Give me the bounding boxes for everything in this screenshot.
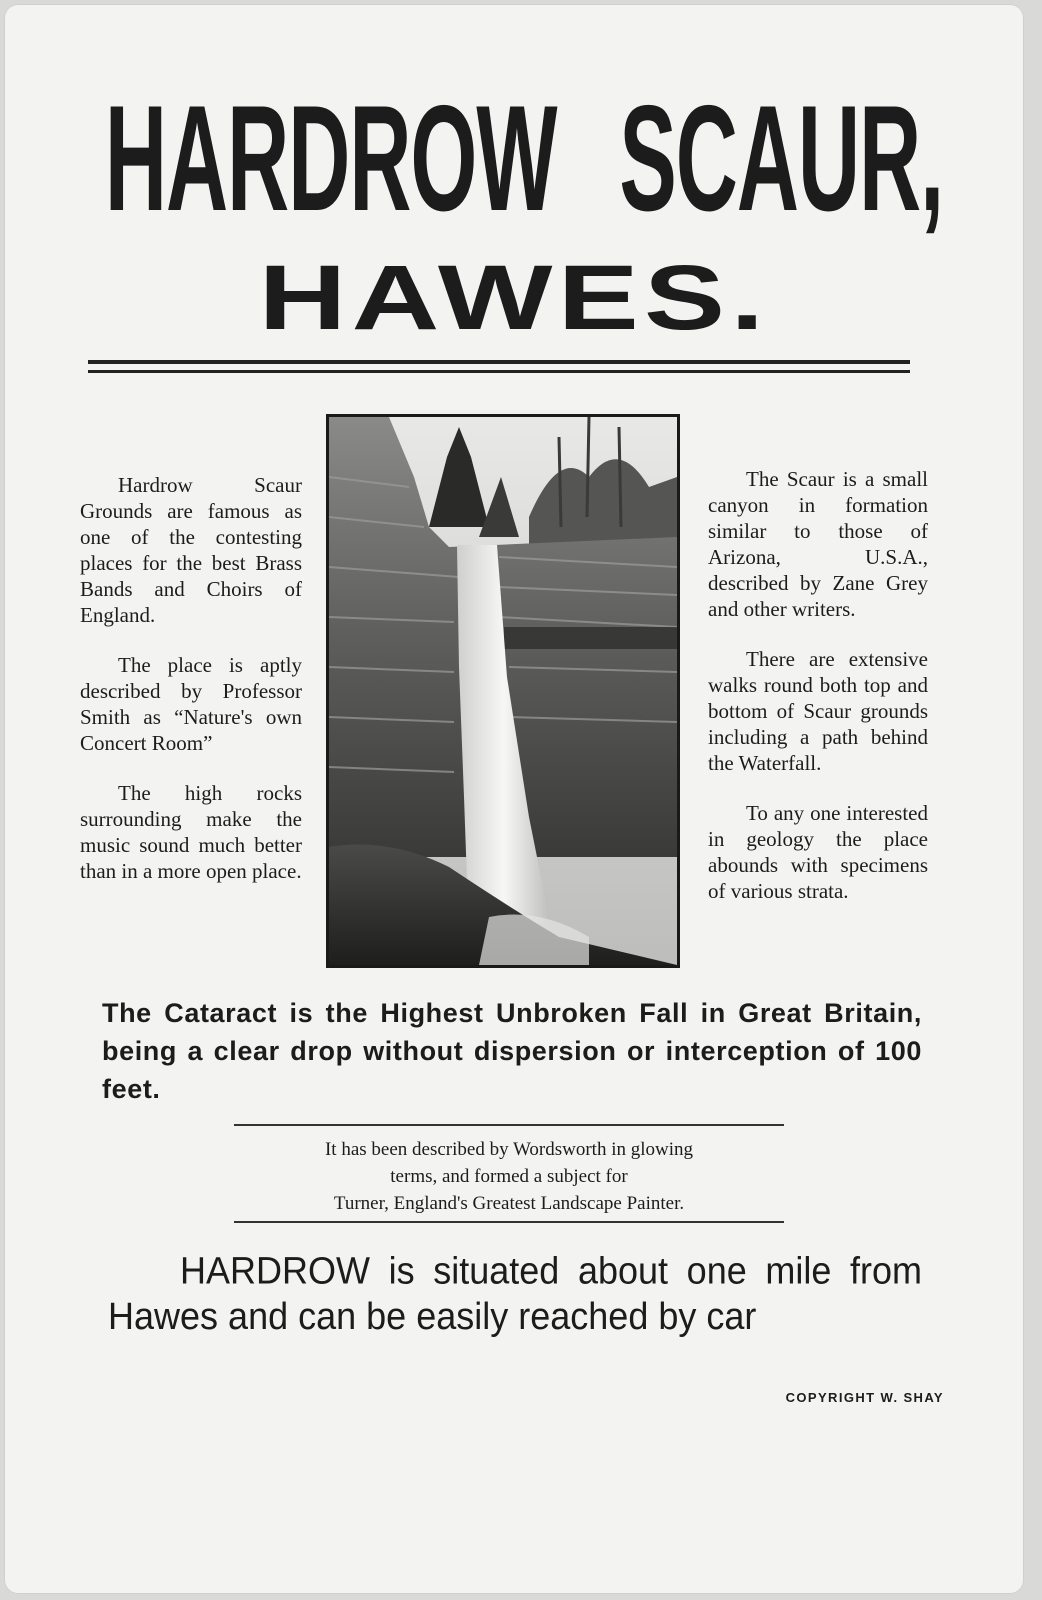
cataract-statement: The Cataract is the Highest Unbroken Fall in Great Britain, being a clear drop without dispersion or interception of 100 feet.	[102, 998, 922, 1104]
title-line-2: HAWES.	[258, 247, 770, 349]
left-paragraph-1: Hardrow Scaur Grounds are famous as one of the contesting places for the best Brass Bands and Choirs of England.	[80, 473, 302, 627]
right-paragraph-3: To any one interested in geology the place abounds with specimens of various strata.	[708, 801, 928, 903]
left-column	[80, 472, 302, 908]
left-paragraph-2: The place is aptly described by Professor Smith as “Nature's own Concert Room”	[80, 653, 302, 755]
copyright-notice: COPYRIGHT W. SHAY	[785, 1390, 944, 1405]
wordsworth-note	[230, 1136, 788, 1217]
left-paragraph-3: The high rocks surrounding make the music sound much better than in a more open place.	[80, 781, 302, 883]
right-paragraph-1: The Scaur is a small canyon in formation similar to those of Arizona, U.S.A., described by Zane Grey and other writers.	[708, 467, 928, 621]
postcard	[4, 4, 1024, 1594]
location-statement: HARDROW is situated about one mile from Hawes and can be easily reached by car	[108, 1249, 922, 1338]
wordsworth-line-3: Turner, England's Greatest Landscape Painter.	[333, 1193, 685, 1214]
title-rule-thin	[88, 370, 910, 373]
title-rule-thick	[88, 360, 910, 364]
wordsworth-line-1: It has been described by Wordsworth in glowing	[324, 1139, 694, 1160]
title-line-1: HARDROW SCAUR,	[104, 75, 944, 244]
waterfall-photo	[326, 414, 680, 968]
right-paragraph-2: There are extensive walks round both top and bottom of Scaur grounds including a path behind the Waterfall.	[708, 647, 928, 775]
wordsworth-line-2: terms, and formed a subject for	[390, 1166, 628, 1187]
waterfall-image	[329, 417, 677, 965]
quote-rule-bottom	[234, 1221, 784, 1223]
quote-rule-top	[234, 1124, 784, 1126]
right-column	[708, 466, 928, 928]
